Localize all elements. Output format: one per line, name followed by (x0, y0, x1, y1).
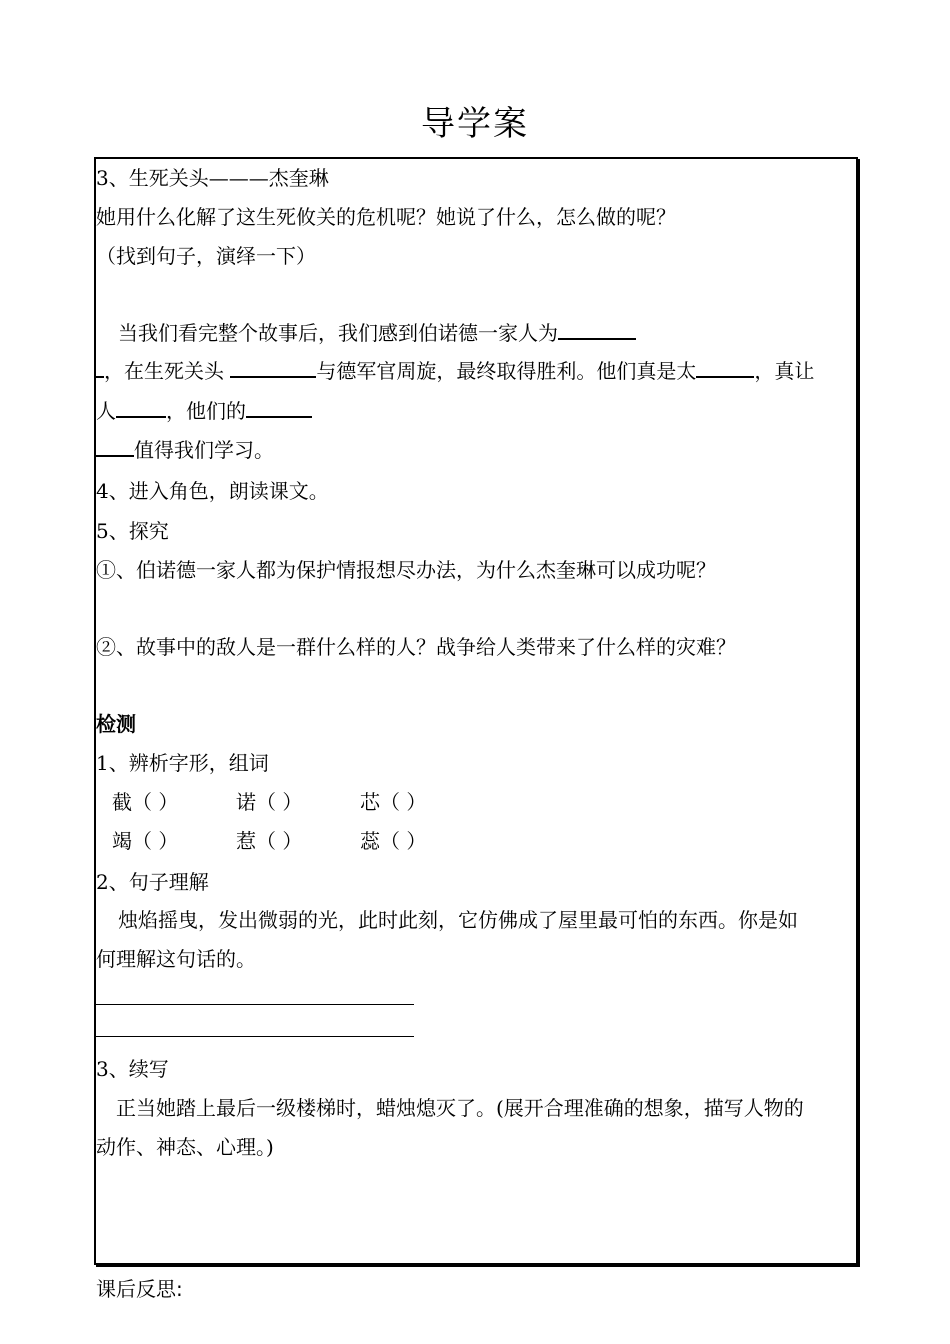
test-item-3-text-2: 动作、神态、心理。) (96, 1135, 274, 1159)
fill-text-1: 当我们看完整个故事后，我们感到伯诺德一家人为 (118, 321, 558, 345)
fill-line-3 (96, 398, 312, 424)
char-row-2 (112, 828, 426, 854)
section5-question-2: ②、故事中的敌人是一群什么样的人？战争给人类带来了什么样的灾难？ (96, 635, 736, 659)
char-item: 竭（ ） (112, 829, 179, 853)
blank-5-cont[interactable] (96, 437, 134, 457)
fill-text-2b: 与德军官周旋，最终取得胜利。他们真是太 (316, 359, 697, 383)
char-item: 蕊（ ） (360, 829, 427, 853)
section5-heading: 5、探究 (96, 519, 169, 543)
test-item-3-text-1: 正当她踏上最后一级楼梯时，蜡烛熄灭了。(展开合理准确的想象，描写人物的 (116, 1096, 804, 1120)
fill-text-2c: ，真让 (754, 359, 815, 383)
blank-4[interactable] (116, 398, 166, 418)
section5-question-1: ①、伯诺德一家人都为保护情报想尽办法，为什么杰奎琳可以成功呢？ (96, 558, 716, 582)
char-item: 惹（ ） (236, 829, 303, 853)
char-item: 截（ ） (112, 790, 179, 814)
answer-line[interactable] (96, 1004, 414, 1005)
section4-heading: 4、进入角色，朗读课文。 (96, 479, 329, 503)
char-item: 诺（ ） (236, 790, 303, 814)
blank-1-cont[interactable] (96, 358, 104, 378)
fill-text-3a: 人 (96, 399, 116, 423)
fill-line-4 (96, 437, 274, 463)
test-item-1: 1、辨析字形，组词 (96, 751, 269, 775)
reflection-label: 课后反思: (96, 1277, 183, 1301)
fill-text-2a: ，在生死关头 (104, 359, 224, 383)
blank-1[interactable] (558, 320, 636, 340)
test-item-3: 3、续写 (96, 1057, 169, 1081)
blank-3[interactable] (696, 358, 754, 378)
blank-2[interactable] (230, 358, 316, 378)
page-title: 导学案 (421, 104, 529, 144)
char-row-1 (112, 789, 426, 815)
test-item-2-text-2: 何理解这句话的。 (96, 947, 256, 971)
section3-question: 她用什么化解了这生死攸关的危机呢？她说了什么，怎么做的呢？ (96, 205, 676, 229)
fill-text-4: 值得我们学习。 (134, 438, 274, 462)
test-heading: 检测 (96, 712, 136, 736)
char-item: 芯（ ） (360, 790, 427, 814)
fill-text-3b: ，他们的 (166, 399, 246, 423)
section3-hint: （找到句子，演绎一下） (96, 244, 316, 268)
fill-line-2 (96, 358, 814, 384)
answer-line[interactable] (96, 1036, 414, 1037)
test-item-2-text-1: 烛焰摇曳，发出微弱的光，此时此刻，它仿佛成了屋里最可怕的东西。你是如 (118, 908, 798, 932)
fill-line-1 (118, 320, 636, 346)
blank-5[interactable] (246, 398, 312, 418)
section3-heading: 3、生死关头———杰奎琳 (96, 166, 329, 190)
test-item-2: 2、句子理解 (96, 870, 209, 894)
